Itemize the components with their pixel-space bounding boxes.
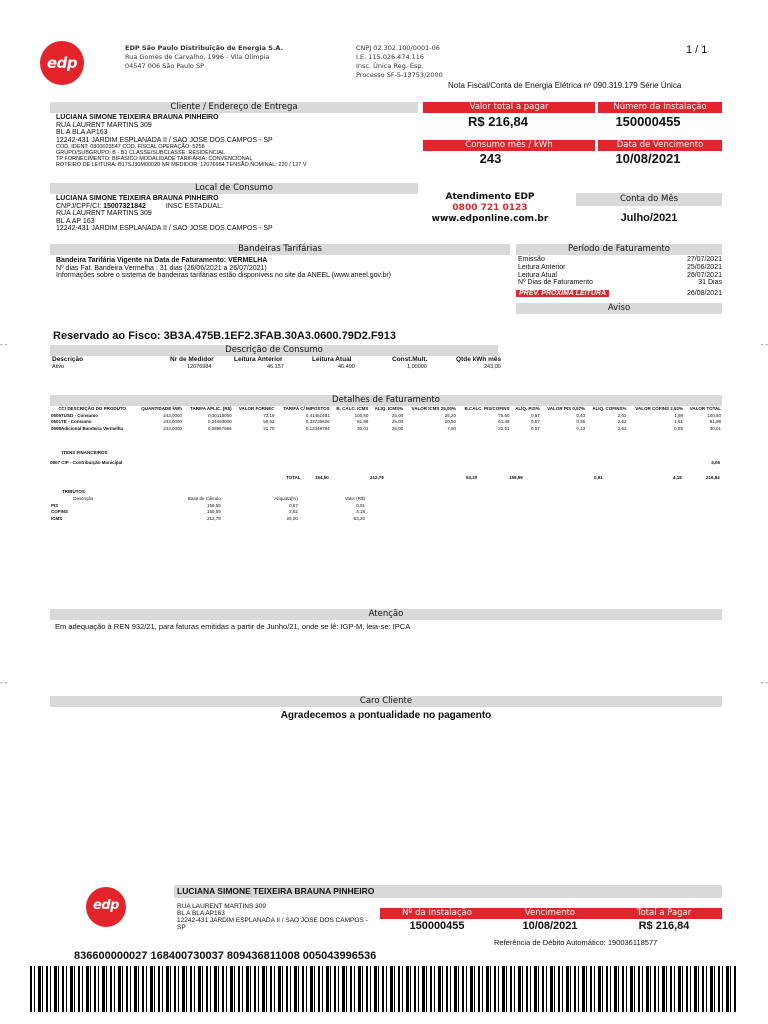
tributos-cell: 212,79 <box>207 515 221 521</box>
instalacao-label: Número da Instalação <box>598 102 722 113</box>
detalhes-header-cell: VALOR FORNEC <box>238 406 275 411</box>
atendimento-block <box>430 192 550 225</box>
detalhes-header-cell: TARIFA C/ IMPOSTOS <box>283 406 330 411</box>
tributos-row <box>50 516 366 523</box>
detalhes-cell: 0,57 <box>530 412 540 418</box>
detalhes-cell: 0,24493000 <box>207 419 232 424</box>
cliente-line: GRUPO/SUBGRUPO: B - B1 CLASSE/SUBCLASSE: RESIDENCIAL <box>56 150 226 156</box>
detalhes-cell: 0,33736626 <box>305 419 330 424</box>
footer-venc: 10/08/2021 <box>522 920 578 932</box>
detalhes-cell: 243,0000 <box>163 425 182 431</box>
detalhes-header-cell: B. CALC. ICMS <box>336 406 369 411</box>
periodo-label: Emissão <box>518 256 545 263</box>
detalhes-cell: 0,12349794 <box>305 425 330 431</box>
tributos-cell: 2,62 <box>289 509 298 514</box>
detalhes-cell: 30,01 <box>709 425 721 431</box>
detalhes-table-wrap <box>50 406 722 432</box>
tributos-cell: 53,20 <box>353 515 365 521</box>
processo: Processo SF-5-13753/2000 <box>356 71 443 79</box>
footer-line: RUA LAURENT MARTINS 309 <box>177 903 266 910</box>
detalhes-cell: 30,01 <box>357 425 369 431</box>
footer-line: BL A BLA AP163 <box>177 910 225 917</box>
local-cpf: CNPJ/CPF/CI: 15007321842 INSC ESTADUAL: <box>56 202 223 210</box>
footer-inst: 150000455 <box>409 920 465 932</box>
detalhes-header-cell: TARIFA APLIC. (R$) <box>190 406 232 411</box>
detalhes-header-cell: CCI DESCRIÇÃO DO PRODUTO <box>58 406 126 411</box>
detalhes-cell: 1,98 <box>674 412 684 418</box>
detalhes-cell: 2,62 <box>617 419 627 424</box>
itens-financeiros: ITENS FINANCEIROS <box>62 450 108 455</box>
detalhes-cell: 0605TUSD - Consumo <box>51 412 99 418</box>
detalhes-cell: 0,13 <box>576 425 586 431</box>
tributos-cell: ICMS <box>51 515 63 521</box>
insc: Insc. Única Reg. Esp. <box>356 62 424 70</box>
tributos-cell: 159,59 <box>207 502 221 508</box>
detalhes-cell: 81,98 <box>357 419 369 424</box>
cut-mark-left: - - <box>0 340 8 349</box>
consumo-table <box>50 356 510 372</box>
footer-line: SP <box>177 924 186 931</box>
detalhes-cell: 243,0000 <box>163 412 182 418</box>
cut-mark-right: - - <box>760 340 768 349</box>
periodo-row <box>518 264 722 272</box>
consumo-kwh: 243 <box>479 151 502 166</box>
periodo-row <box>518 256 722 264</box>
footer-total: R$ 216,84 <box>638 920 690 932</box>
ie: I.E. 115.026.474.116 <box>356 53 425 61</box>
company-address-2: 04547 006 São Paulo SP <box>125 62 204 70</box>
tributos-cell: COFINS <box>51 509 69 514</box>
tributos-cell: 0,91 <box>356 502 365 508</box>
valor-label: Valor total a pagar <box>423 102 595 113</box>
detalhes-cell: 0,59 <box>674 425 684 431</box>
company-info <box>125 44 283 71</box>
detalhes-cell: 20,50 <box>444 419 456 424</box>
detalhes-header <box>50 406 722 413</box>
cliente-line: TP FORNECIMENTO: BIFÁSICO MODALIDADE TARIFÁRIA: CONVENCIONAL <box>56 156 253 162</box>
tributos-header-cell: Alíquota(%) <box>274 496 298 501</box>
tributos-cell: 0,57 <box>289 502 298 508</box>
periodo-row <box>518 279 722 287</box>
local-block <box>56 195 273 233</box>
periodo-value: 26/07/2021 <box>686 271 722 279</box>
cip-row <box>50 460 722 465</box>
detalhes-header-cell: VALOR ICMS 25,00% <box>411 406 456 411</box>
detalhes-cell: 59,52 <box>263 419 275 424</box>
conta-mes: Julho/2021 <box>620 212 678 224</box>
detalhes-header-cell: ALIQ. ICMS% <box>374 406 404 411</box>
detalhes-cell: 25,20 <box>444 412 456 418</box>
total-row: TOTAL 154,50 212,79 53,20 159,59 0,91 4,18 216,84 <box>286 475 720 480</box>
cnpj: CNPJ 02.302.100/0001-06 <box>356 44 440 52</box>
vencimento-label: Data de Vencimento <box>598 140 722 151</box>
footer-venc-label: Vencimento <box>494 908 606 919</box>
cut-mark-right: - - <box>760 678 768 687</box>
data-vencimento: 10/08/2021 <box>615 151 681 166</box>
periodo-value: 27/07/2021 <box>686 256 722 263</box>
detalhes-cell: 7,50 <box>447 425 456 431</box>
cliente-line: 12242-431 JARDIM ESPLANADA II / SAO JOSE DOS CAMPOS - SP <box>56 136 273 144</box>
detalhes-cell: 100,80 <box>354 412 369 418</box>
cip-value: 4,05 <box>711 460 720 465</box>
bandeira-dias: Nº dias Fat. Bandeira Vermelha : 31 dias (26/06/2021 a 26/07/2021) <box>56 264 267 272</box>
atencao-title: Atenção <box>50 609 722 620</box>
detalhes-cell: 0,41461481 <box>305 412 330 418</box>
detalhes-cell: 75,60 <box>498 412 510 418</box>
periodo-table <box>518 256 722 287</box>
conta-label: Conta do Mês <box>576 193 722 206</box>
consumo-label: Consumo mês / kWh <box>423 140 595 151</box>
detalhes-cell: 21,79 <box>263 425 275 431</box>
detalhes-cell: 73,19 <box>263 412 275 418</box>
footer-inst-label: Nº da Instalação <box>380 908 494 919</box>
local-name: LUCIANA SIMONE TEIXEIRA BRAUNA PINHEIRO <box>56 195 219 202</box>
detalhes-cell: 25,00 <box>391 419 404 424</box>
detalhes-cell: 25,00 <box>391 412 404 418</box>
page-number: 1 / 1 <box>686 44 708 56</box>
cut-mark-left: - - <box>0 678 8 687</box>
detalhes-cell: 0601TE - Consumo <box>51 419 92 424</box>
tributos-header-cell: Valor (R$) <box>344 496 365 501</box>
periodo-title: Período de Faturamento <box>516 244 722 255</box>
tributos-header-cell: Descrição <box>73 496 94 501</box>
cip-label: 0807 CIP - Contribuição Municipal <box>50 460 123 465</box>
cliente-line: RUA LAURENT MARTINS 309 <box>56 121 152 129</box>
detalhes-header-cell: VALOR TOTAL <box>689 406 721 411</box>
detalhes-row <box>50 426 722 433</box>
company-registry <box>356 44 443 80</box>
detalhes-header-cell: QUANTIDADE kWh <box>141 406 182 411</box>
atendimento-site[interactable]: www.edponline.com.br <box>431 214 549 224</box>
bandeiras-title: Bandeiras Tarifárias <box>50 244 510 255</box>
local-title: Local de Consumo <box>50 183 418 194</box>
footer-line: 12242-431 JARDIM ESPLANADA II / SAO JOSE DOS CAMPOS - <box>177 917 368 924</box>
prev-proxima-date: 26/08/2021 <box>686 290 722 297</box>
detalhes-cell: 0,43 <box>576 412 586 418</box>
prev-proxima-row <box>516 290 722 297</box>
edp-logo-footer: edp <box>86 887 126 927</box>
periodo-label: Nº Dias de Faturamento <box>518 279 593 287</box>
detalhes-cell: 25,00 <box>391 425 404 431</box>
consumo-header: Descrição Nr de Medidor Leitura Anterior Leitura Atual Const.Mult. Qtde kWh mês <box>52 356 502 363</box>
detalhes-cell: 0,57 <box>530 425 540 431</box>
valor-total: R$ 216,84 <box>468 114 528 129</box>
detalhes-cell: 243,0000 <box>163 419 182 424</box>
atendimento-phone: 0800 721 0123 <box>452 203 528 213</box>
detalhes-header-cell: B.CALC. PIS/COFINS <box>464 406 510 411</box>
atendimento-title: Atendimento EDP <box>445 192 535 202</box>
tributos-cell: 4,18 <box>356 509 365 514</box>
tributos-table <box>50 496 366 522</box>
cliente-name: LUCIANA SIMONE TEIXEIRA BRAUNA PINHEIRO <box>56 114 219 121</box>
bandeira-vigente: Bandeira Tarifária Vigente na Data de Faturamento: VERMELHA <box>56 257 268 264</box>
detalhes-cell: 100,80 <box>707 412 721 418</box>
prev-proxima-label: PREV. PRÓXIMA LEITURA <box>516 290 609 297</box>
detalhes-cell: 0,57 <box>530 419 540 424</box>
cliente-line: COD. IDENT: 0300023547 COD. FISCAL OPERAÇÃO: 5258 <box>56 144 205 150</box>
barcode <box>30 966 736 1012</box>
periodo-label: Leitura Anterior <box>518 263 566 271</box>
local-line: BL A AP 163 <box>56 217 95 225</box>
bandeira-info: Informações sobre o sistema de bandeiras tarifárias estão disponíveis no site da ANEEL (www.aneel.gov.br) <box>56 272 392 279</box>
edp-logo: edp <box>40 41 84 85</box>
tributos-title: TRIBUTOS <box>62 489 85 494</box>
company-address-1: Rua Gomes de Carvalho, 1996 - Vila Olímpia <box>125 53 270 61</box>
tributos-wrap <box>50 496 366 522</box>
consumo-title: Descrição de Consumo <box>50 345 498 356</box>
detalhes-header-cell: ALIQ. COFINS% <box>592 406 627 411</box>
caro-title: Caro Cliente <box>50 696 722 707</box>
detalhes-header-cell: VALOR COFINS 2,62% <box>635 406 684 411</box>
detalhes-cell: 22,51 <box>498 425 510 431</box>
footer-address <box>177 903 368 931</box>
local-line: RUA LAURENT MARTINS 309 <box>56 210 152 217</box>
bandeiras-block <box>56 257 391 280</box>
consumo-row: Ativo 12076984 46.157 46.400 1,00000 243,00 <box>52 364 501 370</box>
caro-text: Agradecemos a pontualidade no pagamento <box>280 710 492 721</box>
detalhes-title: Detalhes de Faturamento <box>50 395 722 406</box>
footer-ref: Referência de Débito Automático: 190036118577 <box>494 938 658 947</box>
cliente-title: Cliente / Endereço de Entrega <box>50 102 418 113</box>
tributos-cell: 159,59 <box>207 509 221 514</box>
detalhes-cell: 0698Adicional Bandeira Vermelha <box>51 425 124 431</box>
detalhes-cell: 2,62 <box>617 425 627 431</box>
tributos-header-cell: Base de Cálculo <box>187 496 221 501</box>
detalhes-cell: 0,35 <box>576 419 586 424</box>
periodo-value: 31 Dias <box>698 279 722 287</box>
periodo-value: 25/06/2021 <box>686 263 722 271</box>
footer-name: LUCIANA SIMONE TEIXEIRA BRAUNA PINHEIRO <box>174 885 722 898</box>
reservado-fisco: Reservado ao Fisco: 3B3A.475B.1EF2.3FAB.30A3.0600.79D2.F913 <box>53 330 397 342</box>
numero-instalacao: 150000455 <box>615 114 681 129</box>
tributos-cell: 25,00 <box>286 515 298 521</box>
detalhes-cell: 61,48 <box>498 419 510 424</box>
tributos-cell: PIS <box>51 502 59 508</box>
aviso-title: Aviso <box>516 303 722 314</box>
detalhes-table <box>50 406 722 432</box>
nota-fiscal: Nota Fiscal/Conta de Energia Elétrica nº 090.319.179 Série Única <box>448 81 682 90</box>
cliente-line: BL A BLA AP163 <box>56 129 108 136</box>
detalhes-header-cell: ALIQ. PIS% <box>515 406 540 411</box>
company-name: EDP São Paulo Distribuição de Energia S.A. <box>125 44 284 52</box>
periodo-row <box>518 272 722 280</box>
local-line: 12242-431 JARDIM ESPLANADA II / SAO JOSE DOS CAMPOS - SP <box>56 225 273 232</box>
barcode-number: 836600000027 168400730037 809436811008 005043996536 <box>74 950 377 962</box>
atencao-text: Em adequação à REN 932/21, para faturas emitidas a partir de Junho/21, onde se lê: IGP-M, leia-se: IPCA <box>55 622 411 631</box>
footer-total-label: Total a Pagar <box>606 908 722 919</box>
periodo-label: Leitura Atual <box>518 271 557 279</box>
detalhes-header-cell: VALOR PIS 0,57% <box>547 406 586 411</box>
detalhes-cell: 0,30118000 <box>208 412 232 418</box>
cliente-block <box>56 114 307 168</box>
detalhes-cell: 81,98 <box>709 419 721 424</box>
detalhes-cell: 2,62 <box>617 412 627 418</box>
detalhes-cell: 0,08967966 <box>207 425 232 431</box>
cliente-line: ROTEIRO DE LEITURA: B17SJ30M00020 NR MEDIDOR: 12076984 TENSÃO NOMINAL: 220 / 127 V <box>56 162 307 168</box>
detalhes-cell: 1,61 <box>674 419 684 424</box>
